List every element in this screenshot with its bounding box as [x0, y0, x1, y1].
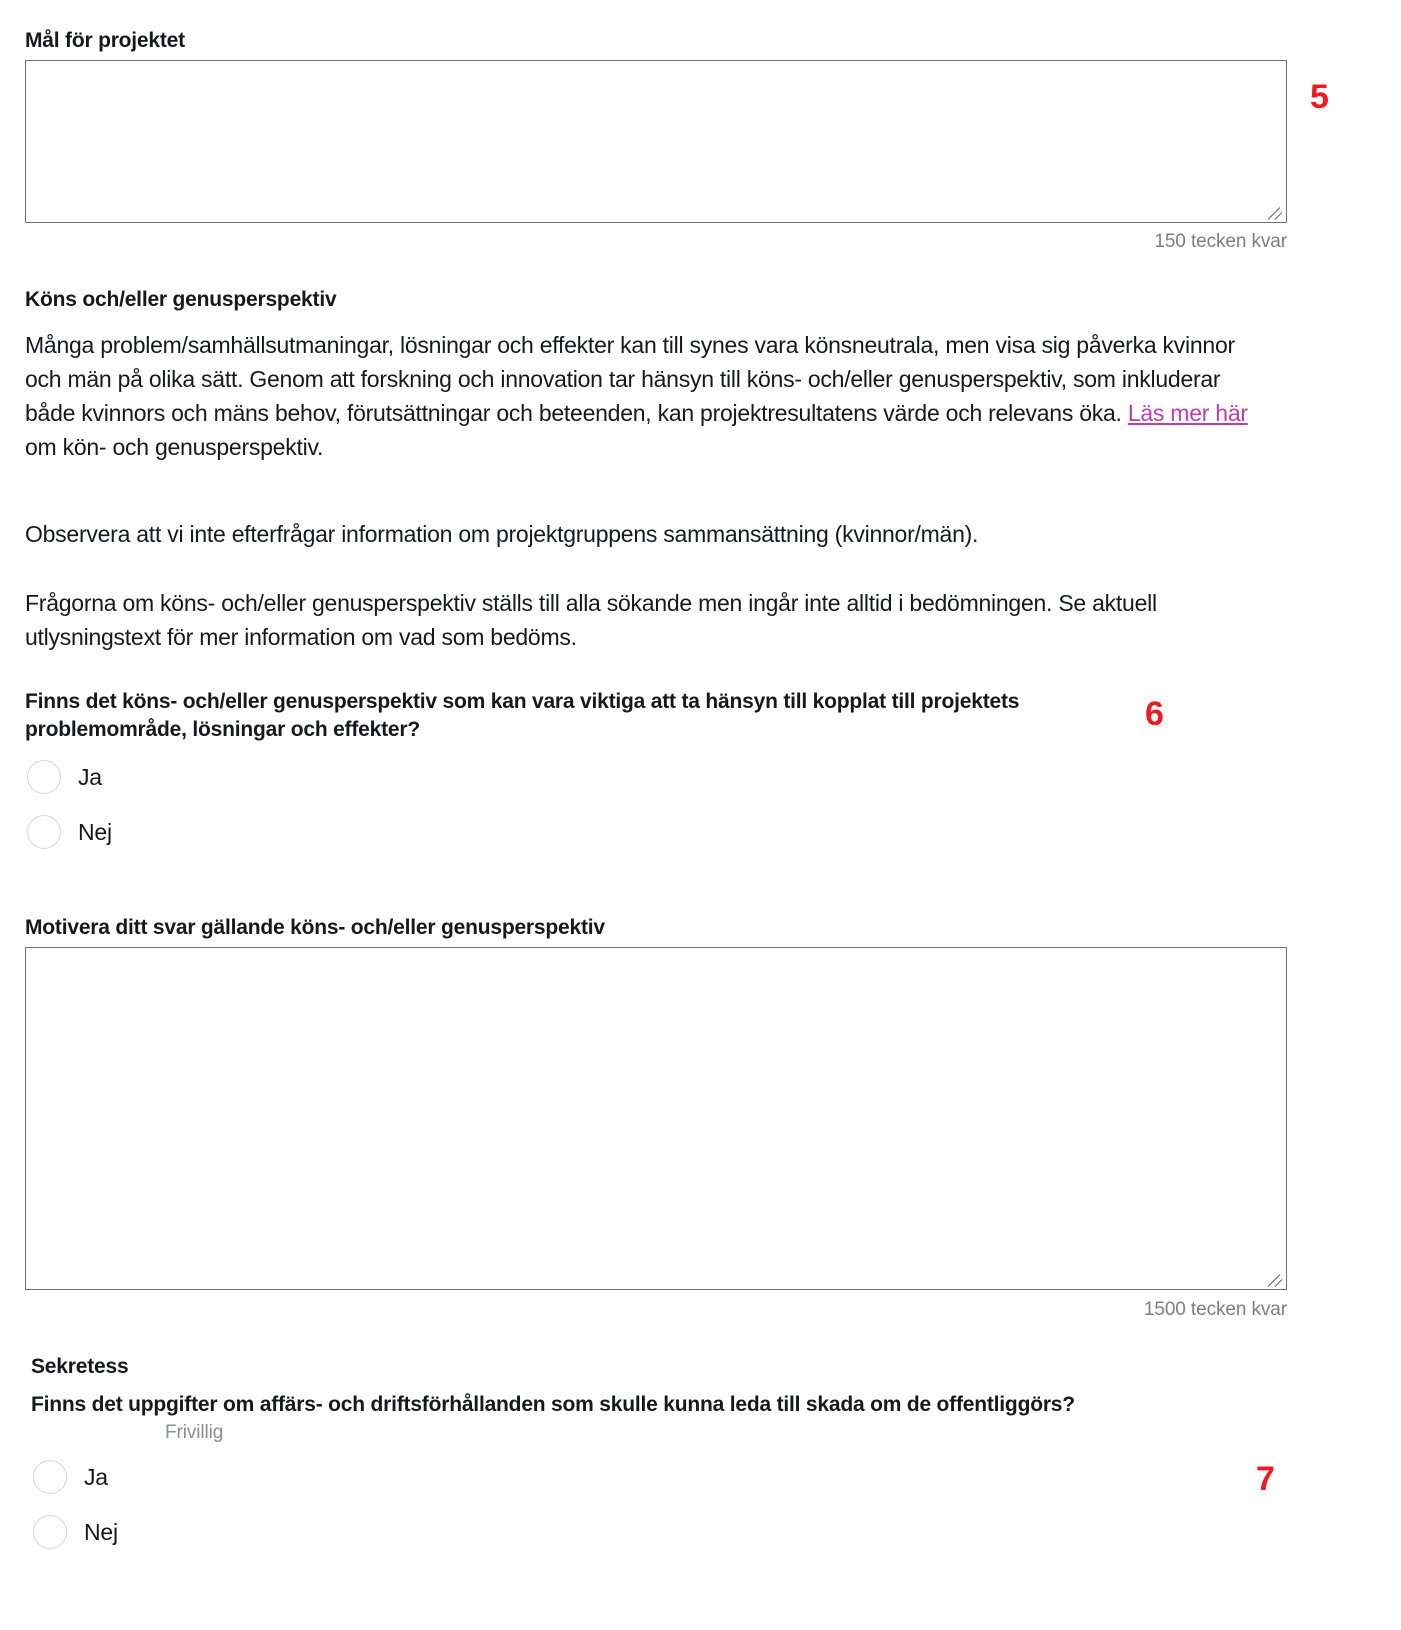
- annotation-marker-5: 5: [1310, 78, 1329, 116]
- motivation-textarea[interactable]: [25, 947, 1287, 1290]
- secrecy-radio-label-ja: Ja: [84, 1464, 108, 1490]
- radio-circle-icon[interactable]: [27, 760, 61, 794]
- gender-radio-label-ja: Ja: [78, 764, 102, 790]
- gender-radio-label-nej: Nej: [78, 819, 112, 845]
- goal-field-label: Mål för projektet: [25, 29, 185, 52]
- gender-perspective-paragraph-3: Frågorna om köns- och/eller genusperspektiv ställs till alla sökande men ingår inte alltid i bedömningen. Se aktuell utlysningstext för mer information om vad som bedöms.: [25, 590, 1157, 650]
- gender-perspective-paragraph-2: Observera att vi inte efterfrågar information om projektgruppens sammansättning (kvinnor/män).: [25, 521, 979, 547]
- read-more-link[interactable]: Läs mer här: [1127, 400, 1248, 426]
- annotation-marker-6: 6: [1145, 695, 1164, 733]
- secrecy-section-title: Sekretess: [31, 1355, 129, 1378]
- secrecy-radio-label-nej: Nej: [84, 1519, 118, 1545]
- paragraph-1-text-after-link: om kön- och genusperspektiv.: [25, 434, 324, 460]
- annotation-marker-7: 7: [1256, 1460, 1275, 1498]
- radio-circle-icon[interactable]: [33, 1515, 67, 1549]
- secrecy-radio-option-nej[interactable]: [33, 1511, 118, 1553]
- goal-character-counter: 150 tecken kvar: [1154, 231, 1287, 252]
- secrecy-optional-helper: Frivillig: [165, 1422, 224, 1443]
- motivation-field-label: Motivera ditt svar gällande köns- och/eller genusperspektiv: [25, 916, 605, 939]
- secrecy-question: Finns det uppgifter om affärs- och driftsförhållanden som skulle kunna leda till skada om de offentliggörs?: [31, 1393, 1075, 1416]
- gender-radio-option-nej[interactable]: [27, 811, 112, 853]
- secrecy-radio-option-ja[interactable]: [33, 1456, 108, 1498]
- gender-radio-option-ja[interactable]: [27, 756, 102, 798]
- goal-textarea[interactable]: [25, 60, 1287, 223]
- gender-perspective-question: Finns det köns- och/eller genusperspektiv som kan vara viktiga att ta hänsyn till kopplat till projektets problemområde, lösningar och effekter?: [25, 690, 1020, 741]
- paragraph-1-text-before-link: Många problem/samhällsutmaningar, lösningar och effekter kan till synes vara könsneutrala, men visa sig påverka kvinnor och män på olika sätt. Genom att forskning och innovation tar hänsyn till köns- och/eller genusperspektiv, som inkluderar både kvinnors och mäns behov, förutsättningar och beteenden, kan projektresultatens värde och relevans öka.: [25, 332, 1235, 426]
- radio-circle-icon[interactable]: [27, 815, 61, 849]
- motivation-character-counter: 1500 tecken kvar: [1143, 1299, 1287, 1320]
- gender-perspective-heading: Köns och/eller genusperspektiv: [25, 288, 337, 311]
- radio-circle-icon[interactable]: [33, 1460, 67, 1494]
- gender-perspective-paragraph-1: [25, 328, 1265, 464]
- goal-textarea-wrapper: [25, 60, 1287, 223]
- motivation-textarea-wrapper: [25, 947, 1287, 1290]
